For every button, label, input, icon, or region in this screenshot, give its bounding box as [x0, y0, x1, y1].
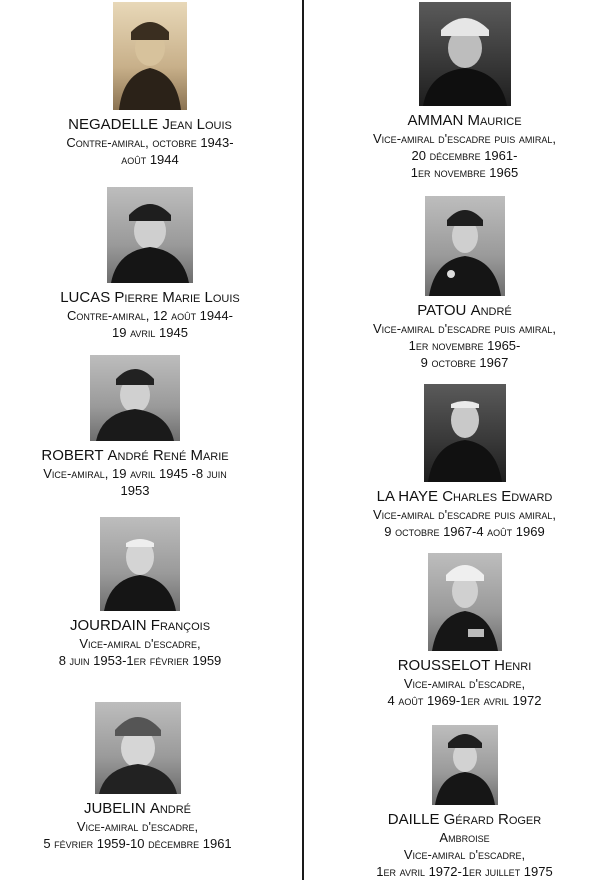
date-line: 5 février 1959-10 décembre 1961	[43, 836, 232, 851]
date-line: 1953	[120, 483, 150, 498]
admiral-entry-robert	[0, 355, 270, 499]
date-line: 9 octobre 1967	[420, 355, 509, 370]
rank-line: Vice-amiral d'escadre,	[79, 636, 201, 651]
name-continuation: Ambroise	[439, 830, 490, 845]
admiral-surname: LUCAS	[60, 289, 111, 306]
rank-line: Vice-amiral d'escadre puis amiral,	[373, 131, 556, 146]
admiral-surname: JOURDAIN	[69, 617, 147, 634]
date-line: 19 avril 1945	[112, 325, 188, 340]
admiral-surname: LA HAYE	[376, 488, 439, 505]
admiral-given-name: André	[149, 800, 192, 817]
rank-line: Vice-amiral d'escadre,	[76, 819, 199, 834]
date-line: 20 décembre 1961-	[411, 148, 518, 163]
portrait-photo	[425, 196, 505, 296]
portrait-photo	[95, 702, 181, 794]
admiral-given-name: Gérard Roger	[443, 811, 542, 828]
admiral-surname: DAILLE	[387, 811, 440, 828]
portrait-photo	[107, 187, 193, 283]
admiral-given-name: Henri	[494, 657, 532, 674]
admiral-given-name: André	[470, 302, 512, 319]
portrait-photo	[424, 384, 506, 482]
date-line: 9 octobre 1967-4 août 1969	[384, 524, 545, 539]
date-line: 8 juin 1953-1er février 1959	[58, 653, 222, 668]
date-line: août 1944	[121, 152, 179, 167]
admiral-entry-jourdain	[0, 517, 280, 669]
portrait-photo	[113, 2, 187, 110]
portrait-photo	[432, 725, 498, 805]
admiral-surname: JUBELIN	[83, 800, 146, 817]
admiral-given-name: Pierre Marie Louis	[114, 289, 240, 306]
admiral-surname: AMMAN	[407, 112, 464, 129]
admiral-given-name: Jean Louis	[162, 116, 232, 133]
admiral-entry-la-haye	[320, 384, 609, 540]
rank-line: Vice-amiral d'escadre puis amiral,	[373, 507, 556, 522]
rank-line: Vice-amiral d'escadre,	[403, 847, 526, 862]
rank-line: Vice-amiral d'escadre puis amiral,	[373, 321, 556, 336]
date-line: 1er avril 1972-1er juillet 1975	[376, 864, 553, 879]
portrait-photo	[428, 553, 502, 651]
admiral-given-name: André René Marie	[107, 447, 229, 464]
column-divider	[302, 0, 304, 880]
admiral-entry-lucas	[0, 187, 300, 341]
date-line: 1er novembre 1965	[410, 165, 519, 180]
portrait-photo	[419, 2, 511, 106]
admiral-entry-patou	[320, 196, 609, 371]
admiral-entry-daille	[320, 725, 609, 880]
admiral-given-name: François	[150, 617, 211, 634]
admiral-surname: ROBERT	[41, 447, 104, 464]
rank-line: Vice-amiral d'escadre,	[403, 676, 526, 691]
admiral-entry-rousselot	[320, 553, 609, 709]
admiral-entry-negadelle	[0, 2, 300, 168]
rank-line: Contre-amiral, octobre 1943-	[66, 135, 234, 150]
admiral-surname: PATOU	[417, 302, 467, 319]
admiral-entry-jubelin	[0, 702, 275, 852]
admiral-surname: ROUSSELOT	[397, 657, 490, 674]
date-line: 1er novembre 1965-	[408, 338, 521, 353]
admiral-given-name: Maurice	[467, 112, 522, 129]
rank-line: Contre-amiral, 12 août 1944-	[67, 308, 233, 323]
portrait-photo	[90, 355, 180, 441]
portrait-photo	[100, 517, 180, 611]
date-line: 4 août 1969-1er avril 1972	[387, 693, 542, 708]
rank-date-line: Vice-amiral, 19 avril 1945 -8 juin	[43, 466, 227, 481]
admiral-entry-amman	[320, 2, 609, 181]
admiral-surname: NEGADELLE	[68, 116, 159, 133]
admiral-given-name: Charles Edward	[442, 488, 553, 505]
